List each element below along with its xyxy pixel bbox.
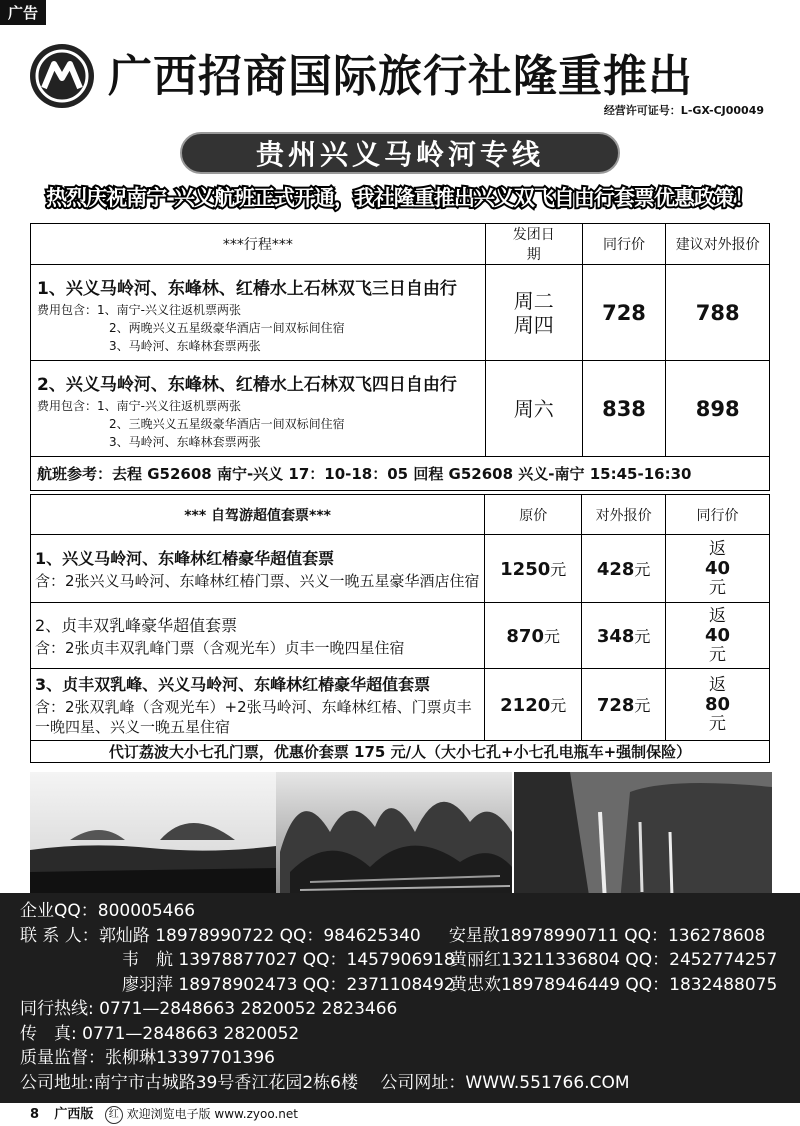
route-header: ***行程*** [31,224,486,265]
retail-price: 348元 [582,603,666,669]
package-name: 1、兴义马岭河、东峰林红椿豪华超值套票 [35,548,335,568]
peer-rebate: 返 40 元 [666,535,770,603]
original-price: 870元 [485,603,582,669]
package-row [31,603,770,669]
contact-person-row [20,973,800,998]
website-text[interactable]: 欢迎浏览电子版 www.zyoo.net [126,1107,298,1121]
include-item: 2、两晚兴义五星级豪华酒店一间双标间住宿 [109,321,345,335]
contact-person-row [20,924,800,949]
route-cell [31,361,486,457]
itinerary-row [31,361,770,457]
route-cell [31,265,486,361]
package-name: 2、贞丰双乳峰豪华超值套票 [35,615,238,635]
route-name: 1、兴义马岭河、东峰林、红椿水上石林双飞三日自由行 [37,279,457,299]
contact-person: 廖羽萍 18978902473 QQ：2371108492 [122,974,455,995]
package-row [31,669,770,741]
peer-header: 同行价 [666,495,770,535]
package-cell [31,603,485,669]
contact-person: 韦 航 13978877027 QQ：1457906918 [122,950,455,970]
contact-person: 安星敔18978990711 QQ：136278608 [448,925,766,946]
company-qq: 企业QQ：800005466 [20,901,196,921]
peer-rebate: 返 40 元 [666,603,770,669]
contacts-label: 联 系 人： [20,925,99,946]
ad-tag: 广告 [0,0,46,25]
karst-peaks-photo [276,772,512,902]
include-item: 3、马岭河、东峰林套票两张 [109,339,261,353]
original-price: 1250元 [485,535,582,603]
retail-header: 对外报价 [582,495,666,535]
package-row [31,535,770,603]
itinerary-row [31,265,770,361]
package-cell [31,669,485,741]
package-desc: 含：2张双乳峰（含观光车）+2张马岭河、东峰林红椿、门票贞丰一晚四星、兴义一晚五星住宿 [35,697,472,736]
departure-days: 周二周四 [485,265,582,361]
original-price-header: 原价 [485,495,582,535]
package-desc: 含：2张兴义马岭河、东峰林红椿门票、兴义一晚五星豪华酒店住宿 [35,571,480,590]
note-row [31,741,770,763]
company-headline: 广西招商国际旅行社隆重推出 [108,51,693,102]
include-item: 费用包含：1、南宁-兴义往返机票两张 [37,303,241,317]
quality-supervision: 质量监督：张柳琳13397701396 [20,1048,275,1068]
hotline: 同行热线: 0771—2848663 2820052 2823466 [20,999,398,1019]
waterfall-gorge-photo [514,772,772,902]
retail-price: 788 [666,265,770,361]
misty-hills-photo [30,772,276,902]
page-number: 8 [30,1107,40,1122]
include-item: 3、马岭河、东峰林套票两张 [109,435,261,449]
retail-price-header: 建议对外报价 [666,224,770,265]
retail-price: 728元 [582,669,666,741]
license-number: 经营许可证号：L-GX-CJ00049 [603,104,764,117]
flight-row [31,457,770,491]
peer-price: 728 [582,265,666,361]
include-item: 2、三晚兴义五星级豪华酒店一间双标间住宿 [109,417,345,431]
package-name: 3、贞丰双乳峰、兴义马岭河、东峰林红椿豪华超值套票 [35,674,431,694]
package-desc: 含：2张贞丰双乳峰门票（含观光车）贞丰一晚四星住宿 [35,638,405,657]
company-logo [30,44,94,108]
route-name: 2、兴义马岭河、东峰林、红椿水上石林双飞四日自由行 [37,375,457,395]
itinerary-table [30,223,770,491]
contact-person: 黄丽红13211336804 QQ：2452774257 [450,950,778,970]
promo-headline: 热烈庆祝南宁-兴义航班正式开通，我社隆重推出兴义双飞自由行套票优惠政策！ [46,186,754,210]
libo-note: 代订荔波大小七孔门票，优惠价套票 175 元/人（大小七孔+小七孔电瓶车+强制保险） [31,741,770,763]
company-address: 公司地址:南宁市古城路39号香江花园2栋6楼 公司网址：WWW.551766.COM [20,1072,630,1093]
retail-price: 428元 [582,535,666,603]
retail-price: 898 [666,361,770,457]
itinerary-header-row [31,224,770,265]
dates-header: 发团日期 [485,224,582,265]
edition-label: 广西版 [54,1107,94,1122]
self-drive-title: *** 自驾游超值套票*** [31,495,485,535]
flight-info: 航班参考：去程 G52608 南宁-兴义 17：10-18：05 回程 G52608 兴义-南宁 15:45-16:30 [31,457,770,491]
page-footer [0,1103,800,1126]
contact-person: 郭灿路 18978990722 QQ：984625340 [98,925,421,946]
fax: 传 真: 0771—2848663 2820052 [20,1023,300,1044]
self-drive-table [30,494,770,763]
contact-person: 黄忠欢18978946449 QQ：1832488075 [450,974,778,995]
include-item: 费用包含：1、南宁-兴义往返机票两张 [37,399,241,413]
contact-panel [0,893,800,1103]
peer-rebate: 返 80 元 [666,669,770,741]
package-cell [31,535,485,603]
scenery-photos [30,772,772,902]
self-drive-header-row [31,495,770,535]
peer-price-header: 同行价 [582,224,666,265]
original-price: 2120元 [485,669,582,741]
contact-person-row [20,948,800,973]
peer-price: 838 [582,361,666,457]
route-banner: 贵州兴义马岭河专线 [180,132,620,174]
edition-badge-icon: 红 [105,1106,123,1124]
departure-days: 周六 [485,361,582,457]
